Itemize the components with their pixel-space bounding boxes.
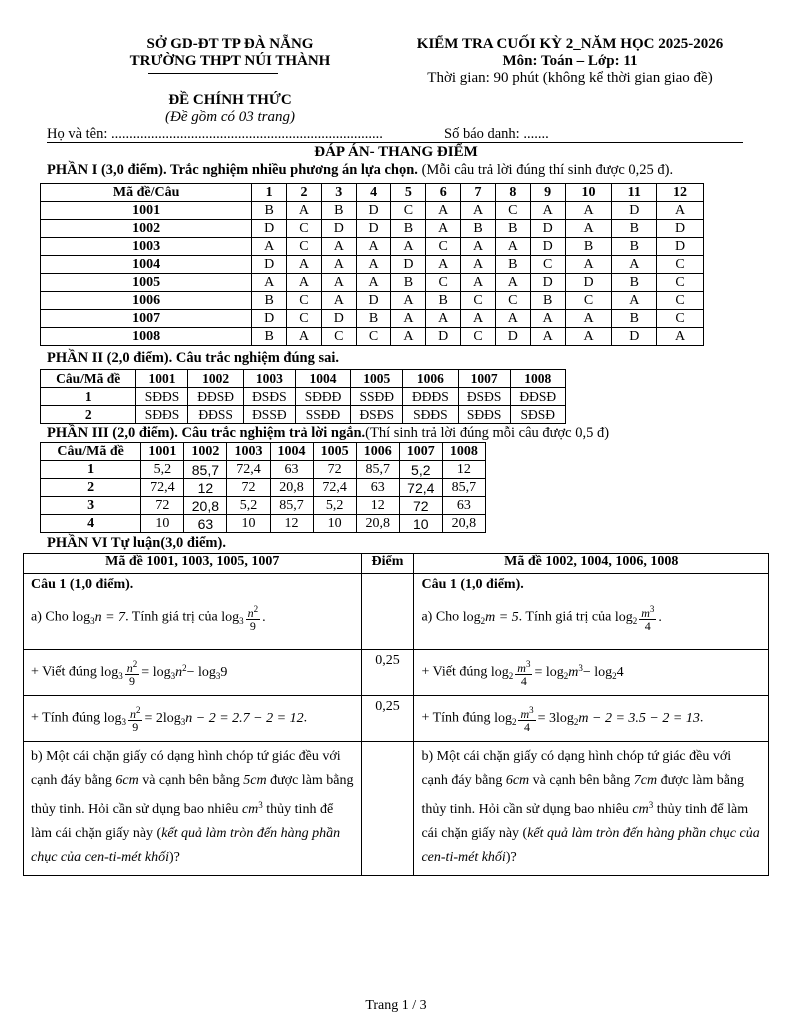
part2-header-cell: 1004 [295, 370, 350, 388]
part2-cell: SĐSĐ [510, 406, 565, 424]
part1-cell: C [461, 328, 496, 346]
left-a-target: $\log_3$ $\frac{n^2}{9}$ . [221, 604, 266, 633]
part2-cell: ĐĐSĐ [510, 388, 565, 406]
part3-cell: 12 [270, 515, 313, 533]
part1-cell: B [565, 238, 612, 256]
part1-cell: B [530, 292, 565, 310]
part3-cell: 5,2 [399, 461, 442, 479]
right-a-ask: . Tính giá trị của [518, 609, 612, 625]
part3-cell: 10 [399, 515, 442, 533]
part1-row-label: 1007 [41, 310, 252, 328]
part2-header-cell: 1002 [188, 370, 243, 388]
part1-cell: B [252, 202, 287, 220]
part2-header-cell: 1005 [351, 370, 403, 388]
part1-cell: B [391, 220, 426, 238]
part1-cell: A [461, 202, 496, 220]
part1-header-cell: 8 [495, 184, 530, 202]
part1-cell: D [495, 328, 530, 346]
part2-cell: ĐSĐS [243, 388, 295, 406]
part1-cell: D [252, 310, 287, 328]
part3-heading [47, 425, 609, 442]
col-left-header: Mã đề 1001, 1003, 1005, 1007 [24, 554, 362, 574]
part1-cell: A [391, 292, 426, 310]
part3-cell: 12 [442, 461, 485, 479]
part1-row-label: 1003 [41, 238, 252, 256]
part1-header-cell: 9 [530, 184, 565, 202]
left-q1-title: Câu 1 (1,0 điểm). [31, 577, 134, 592]
right-q1-title: Câu 1 (1,0 điểm). [421, 577, 524, 592]
part1-cell: A [426, 220, 461, 238]
part1-cell: D [530, 274, 565, 292]
part1-header-cell: 2 [287, 184, 322, 202]
score-step2: 0,25 [361, 696, 414, 742]
part2-cell: ĐSSĐ [243, 406, 295, 424]
header-underline [148, 73, 278, 74]
part2-header-row [41, 370, 566, 388]
exam-title: KIỂM TRA CUỐI KỲ 2_NĂM HỌC 2025-2026 [416, 36, 724, 52]
part3-cell: 72,4 [313, 479, 356, 497]
part3-cell: 10 [313, 515, 356, 533]
part1-cell: B [495, 256, 530, 274]
part1-cell: A [426, 256, 461, 274]
part1-cell: B [252, 328, 287, 346]
part1-cell: C [287, 310, 322, 328]
part3-cell: 85,7 [184, 461, 227, 479]
part1-cell: A [565, 328, 612, 346]
part3-cell: 5,2 [141, 461, 184, 479]
school-name: TRƯỜNG THPT NÚI THÀNH [129, 53, 331, 69]
part1-title: PHẦN I (3,0 điểm). Trắc nghiệm nhiều phương án lựa chọn. [47, 162, 418, 178]
part1-cell: B [356, 310, 391, 328]
part1-row [41, 256, 704, 274]
part3-cell: 72 [399, 497, 442, 515]
part1-cell: A [565, 256, 612, 274]
part1-header-cell: 6 [426, 184, 461, 202]
part1-cell: A [287, 202, 322, 220]
part1-header-cell: 3 [321, 184, 356, 202]
part2-row-label: 2 [41, 406, 136, 424]
part1-cell: C [426, 238, 461, 256]
part1-header-cell: Mã đề/Câu [41, 184, 252, 202]
part3-row-label: 2 [41, 479, 141, 497]
part1-cell: B [612, 220, 657, 238]
part2-cell: SĐĐS [136, 388, 188, 406]
part1-cell: A [565, 310, 612, 328]
part3-cell: 20,8 [442, 515, 485, 533]
part2-cell: ĐĐSS [188, 406, 243, 424]
part4-table [23, 553, 769, 876]
part3-cell: 12 [356, 497, 399, 515]
part1-header-row [41, 184, 704, 202]
part3-cell: 12 [184, 479, 227, 497]
part3-cell: 63 [270, 461, 313, 479]
score-cell-empty-1 [361, 574, 414, 650]
part1-cell: A [495, 274, 530, 292]
part3-title: PHẦN III (2,0 điểm). Câu trắc nghiệm trả lời ngắn. [47, 425, 366, 441]
part1-row [41, 202, 704, 220]
part1-cell: A [252, 274, 287, 292]
part3-header-cell: 1001 [141, 443, 184, 461]
part1-cell: D [356, 220, 391, 238]
part2-header-cell: Câu/Mã đề [41, 370, 136, 388]
part2-header-cell: 1001 [136, 370, 188, 388]
part1-cell: D [356, 292, 391, 310]
part3-cell: 20,8 [356, 515, 399, 533]
left-step2: + Tính đúng $\log_3$ $\frac{n^2}{9}$ = $2\log_3n - 2 = 2.7 - 2 = 12$. [24, 696, 362, 742]
part1-cell: D [657, 238, 704, 256]
part2-row [41, 388, 566, 406]
part1-note: (Mỗi câu trả lời đúng thí sinh được 0,25 đ). [421, 162, 674, 178]
part1-cell: A [321, 238, 356, 256]
left-a-given: $\log_3n = 7$ [72, 609, 126, 626]
part3-header-cell: Câu/Mã đề [41, 443, 141, 461]
header-left [80, 36, 380, 70]
part3-cell: 5,2 [313, 497, 356, 515]
part2-title: PHẦN II (2,0 điểm). Câu trắc nghiệm đúng sai. [47, 350, 340, 366]
part1-cell: A [495, 310, 530, 328]
part2-header-cell: 1003 [243, 370, 295, 388]
part4-title: PHẦN VI Tự luận(3,0 điểm). [47, 535, 226, 551]
part2-cell: SĐĐS [403, 406, 458, 424]
col-right-header: Mã đề 1002, 1004, 1006, 1008 [414, 554, 769, 574]
part1-cell: D [252, 256, 287, 274]
part1-row [41, 328, 704, 346]
part1-row-label: 1008 [41, 328, 252, 346]
left-q1a [24, 574, 362, 650]
part1-cell: A [612, 292, 657, 310]
part1-cell: A [565, 220, 612, 238]
header-right [385, 36, 755, 87]
part1-cell: A [252, 238, 287, 256]
part3-row [41, 479, 486, 497]
part1-cell: D [426, 328, 461, 346]
part2-cell: ĐĐSĐ [188, 388, 243, 406]
part2-cell: ĐSĐS [458, 388, 510, 406]
part1-cell: A [426, 310, 461, 328]
part3-cell: 20,8 [184, 497, 227, 515]
part1-cell: A [495, 238, 530, 256]
name-line [47, 142, 743, 143]
part3-row [41, 461, 486, 479]
dept-name: SỞ GD-ĐT TP ĐÀ NẴNG [146, 36, 314, 52]
subject: Môn: Toán – Lớp: 11 [502, 53, 638, 69]
part3-row [41, 497, 486, 515]
part1-cell: A [657, 202, 704, 220]
part3-cell: 10 [141, 515, 184, 533]
part1-cell: A [565, 202, 612, 220]
part1-row [41, 292, 704, 310]
right-q1b: b) Một cái chặn giấy có dạng hình chóp tứ giác đều với cạnh đáy bằng 6cm và cạnh bên bằng 7cm được làm bằng thủy tinh. Hỏi cần sử dụng bao nhiêu $cm^3$ thủy tinh để làm cái chặn giấy này (kết quả làm tròn đến hàng phần chục của cen-ti-mét khối)? [414, 742, 769, 876]
part3-row-label: 4 [41, 515, 141, 533]
part2-row [41, 406, 566, 424]
part1-row-label: 1004 [41, 256, 252, 274]
official-label: ĐỀ CHÍNH THỨC [168, 92, 292, 108]
part1-header-cell: 12 [657, 184, 704, 202]
part1-cell: B [426, 292, 461, 310]
part1-header-cell: 10 [565, 184, 612, 202]
part1-row [41, 238, 704, 256]
part2-header-cell: 1008 [510, 370, 565, 388]
part1-cell: C [657, 292, 704, 310]
part1-cell: B [612, 238, 657, 256]
part1-row-label: 1002 [41, 220, 252, 238]
part1-cell: A [287, 274, 322, 292]
part1-cell: A [530, 202, 565, 220]
part3-cell: 10 [227, 515, 270, 533]
part3-header-cell: 1004 [270, 443, 313, 461]
part1-cell: C [657, 256, 704, 274]
part1-header-cell: 11 [612, 184, 657, 202]
part1-cell: D [391, 256, 426, 274]
part2-cell: SSĐĐ [351, 388, 403, 406]
part1-cell: A [356, 256, 391, 274]
part1-cell: C [426, 274, 461, 292]
part2-cell: SĐĐĐ [295, 388, 350, 406]
part1-cell: A [612, 256, 657, 274]
part1-cell: D [565, 274, 612, 292]
part1-cell: C [287, 220, 322, 238]
part2-cell: SĐĐS [458, 406, 510, 424]
part2-row-label: 1 [41, 388, 136, 406]
part1-header-cell: 5 [391, 184, 426, 202]
part1-cell: D [530, 238, 565, 256]
part3-cell: 63 [356, 479, 399, 497]
part1-cell: C [287, 292, 322, 310]
part1-row-label: 1006 [41, 292, 252, 310]
part1-cell: A [287, 256, 322, 274]
part3-row-label: 1 [41, 461, 141, 479]
part1-cell: A [391, 238, 426, 256]
part1-cell: A [321, 274, 356, 292]
right-q1a [414, 574, 769, 650]
time-label: Thời gian: 90 phút (không kể thời gian giao đề) [427, 70, 713, 86]
part3-header-row [41, 443, 486, 461]
right-a-given: $\log_2m = 5$ [462, 609, 519, 626]
part2-table [40, 369, 566, 424]
part2-cell: ĐSĐS [351, 406, 403, 424]
part3-cell: 5,2 [227, 497, 270, 515]
part1-cell: A [321, 256, 356, 274]
page-footer: Trang 1 / 3 [365, 998, 427, 1013]
name-label: Họ và tên: ........................................................................... [47, 126, 383, 142]
part1-cell: C [657, 274, 704, 292]
part1-cell: B [391, 274, 426, 292]
part3-cell: 72,4 [141, 479, 184, 497]
part1-cell: D [321, 310, 356, 328]
part1-cell: A [356, 274, 391, 292]
part3-table [40, 442, 486, 533]
part1-cell: C [391, 202, 426, 220]
part3-cell: 85,7 [356, 461, 399, 479]
part1-cell: C [530, 256, 565, 274]
part1-cell: C [461, 292, 496, 310]
part1-cell: A [391, 310, 426, 328]
part3-cell: 72 [313, 461, 356, 479]
part1-row [41, 310, 704, 328]
right-q1a-text [421, 603, 761, 632]
part3-header-cell: 1003 [227, 443, 270, 461]
part1-cell: B [321, 202, 356, 220]
part1-cell: C [321, 328, 356, 346]
part3-cell: 63 [442, 497, 485, 515]
part1-cell: A [461, 310, 496, 328]
part1-cell: C [356, 328, 391, 346]
part3-header-cell: 1002 [184, 443, 227, 461]
part1-cell: B [612, 310, 657, 328]
part1-header-cell: 4 [356, 184, 391, 202]
part3-cell: 72 [227, 479, 270, 497]
part3-cell: 20,8 [270, 479, 313, 497]
part1-row [41, 220, 704, 238]
official-block [80, 92, 380, 126]
part1-cell: D [657, 220, 704, 238]
left-a-ask: . Tính giá trị của [125, 609, 218, 625]
part1-cell: C [287, 238, 322, 256]
part3-header-cell: 1008 [442, 443, 485, 461]
part2-cell: SĐĐS [136, 406, 188, 424]
part2-cell: ĐĐĐS [403, 388, 458, 406]
part1-heading [47, 162, 673, 179]
part1-cell: B [495, 220, 530, 238]
part1-cell: A [657, 328, 704, 346]
doc-title: ĐÁP ÁN- THANG ĐIỂM [314, 144, 478, 160]
part3-cell: 85,7 [442, 479, 485, 497]
part3-cell: 63 [184, 515, 227, 533]
sbd-label: Số báo danh: ....... [444, 126, 549, 142]
part1-cell: A [530, 328, 565, 346]
part1-cell: D [321, 220, 356, 238]
part1-cell: C [657, 310, 704, 328]
part3-header-cell: 1006 [356, 443, 399, 461]
part1-cell: B [461, 220, 496, 238]
part1-row-label: 1001 [41, 202, 252, 220]
part3-cell: 72,4 [227, 461, 270, 479]
score-cell-empty-2 [361, 742, 414, 876]
part3-row-label: 3 [41, 497, 141, 515]
part3-header-cell: 1007 [399, 443, 442, 461]
part1-cell: A [530, 310, 565, 328]
col-score-header: Điểm [361, 554, 414, 574]
part3-header-cell: 1005 [313, 443, 356, 461]
part1-cell: D [252, 220, 287, 238]
right-step2: + Tính đúng $\log_2$ $\frac{m^3}{4}$ = $3\log_2m - 2 = 3.5 - 2 = 13$. [414, 696, 769, 742]
part2-header-cell: 1006 [403, 370, 458, 388]
part3-cell: 72,4 [399, 479, 442, 497]
part2-cell: SSĐĐ [295, 406, 350, 424]
part1-cell: A [356, 238, 391, 256]
left-a-prefix: a) Cho [31, 609, 69, 625]
part1-cell: A [461, 238, 496, 256]
part1-cell: A [426, 202, 461, 220]
part1-cell: A [461, 256, 496, 274]
part1-cell: D [612, 328, 657, 346]
part2-header-cell: 1007 [458, 370, 510, 388]
part3-note: (Thí sinh trả lời đúng mỗi câu được 0,5 đ) [365, 425, 610, 441]
part1-cell: B [252, 292, 287, 310]
part3-row [41, 515, 486, 533]
part1-cell: B [612, 274, 657, 292]
right-a-prefix: a) Cho [421, 609, 460, 625]
part1-cell: C [565, 292, 612, 310]
part1-row [41, 274, 704, 292]
part1-header-cell: 1 [252, 184, 287, 202]
part1-header-cell: 7 [461, 184, 496, 202]
part1-cell: D [356, 202, 391, 220]
left-step1: + Viết đúng $\log_3$ $\frac{n^2}{9}$ = $\log_3n^2- \log_39$ [24, 650, 362, 696]
part1-cell: A [287, 328, 322, 346]
left-q1a-text [31, 603, 354, 632]
part3-cell: 72 [141, 497, 184, 515]
part3-cell: 85,7 [270, 497, 313, 515]
right-step1: + Viết đúng $\log_2$ $\frac{m^3}{4}$ = $\log_2m^3- \log_24$ [414, 650, 769, 696]
part1-cell: A [321, 292, 356, 310]
right-a-target: $\log_2$ $\frac{m^3}{4}$ . [614, 604, 662, 633]
pages-note: (Đề gồm có 03 trang) [165, 109, 295, 125]
part1-table [40, 183, 704, 346]
left-q1b: b) Một cái chặn giấy có dạng hình chóp tứ giác đều với cạnh đáy bằng 6cm và cạnh bên bằng 5cm được làm bằng thủy tinh. Hỏi cần sử dụng bao nhiêu $cm^3$ thủy tinh để làm cái chặn giấy này (kết quả làm tròn đến hàng phần chục của cen-ti-mét khối)? [24, 742, 362, 876]
part1-cell: C [495, 292, 530, 310]
score-step1: 0,25 [361, 650, 414, 696]
part1-cell: A [461, 274, 496, 292]
part1-cell: D [612, 202, 657, 220]
part1-cell: D [530, 220, 565, 238]
part1-row-label: 1005 [41, 274, 252, 292]
part1-cell: A [391, 328, 426, 346]
part1-cell: C [495, 202, 530, 220]
